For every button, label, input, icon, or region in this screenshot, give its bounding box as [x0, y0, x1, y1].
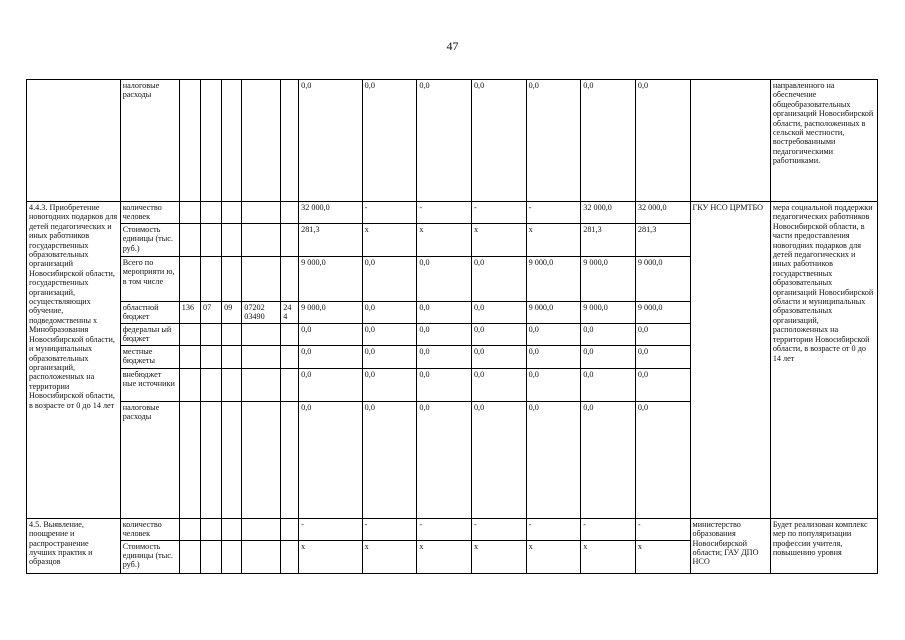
vr-cell	[281, 256, 299, 301]
value-cell: 0,0	[526, 368, 581, 401]
rz-cell	[200, 256, 221, 301]
value-cell: -	[635, 518, 690, 540]
result-cell: мера социальной поддержки педагогических работников Новосибирской области, в части предоставления новогодних подарков для детей педагогических и иных работников государственных образовательных организаций Новосибирской области и муниципальных образовательных организаций, расположенных на территории Новосибирской области, в возрасте от 0 до 14 лет	[770, 202, 877, 519]
vr-cell	[281, 401, 299, 518]
value-cell: 0,0	[417, 323, 472, 345]
value-cell: -	[581, 518, 636, 540]
value-cell: 0,0	[417, 345, 472, 368]
value-cell: 0,0	[362, 368, 417, 401]
csr-cell	[242, 345, 281, 368]
rz-cell	[200, 323, 221, 345]
value-cell: 0,0	[299, 345, 363, 368]
vr-cell	[281, 202, 299, 224]
value-cell: 0,0	[471, 323, 526, 345]
value-cell: 0,0	[471, 401, 526, 518]
csr-cell	[242, 202, 281, 224]
value-cell: 0,0	[471, 256, 526, 301]
pr-cell	[222, 518, 242, 540]
value-cell: 0,0	[417, 80, 472, 202]
value-cell: 9 000,0	[581, 256, 636, 301]
csr-cell	[242, 518, 281, 540]
value-cell: 0,0	[362, 256, 417, 301]
grbs-cell	[179, 202, 200, 224]
csr-cell	[242, 256, 281, 301]
pr-cell: 09	[222, 301, 242, 323]
value-cell: -	[362, 202, 417, 224]
value-cell: 0,0	[362, 345, 417, 368]
vr-cell	[281, 368, 299, 401]
value-cell: x	[581, 540, 636, 573]
value-cell: -	[526, 518, 581, 540]
value-cell: 0,0	[362, 323, 417, 345]
vr-cell	[281, 540, 299, 573]
value-cell: 9 000,0	[299, 301, 363, 323]
pr-cell	[222, 223, 242, 256]
value-cell: 0,0	[299, 80, 363, 202]
vr-cell: 24 4	[281, 301, 299, 323]
rz-cell	[200, 540, 221, 573]
value-cell: x	[471, 540, 526, 573]
value-cell: 9 000,0	[635, 256, 690, 301]
result-cell: направленного на обеспечение общеобразовательных организаций Новосибирской области, расположенных в сельской местности, востребованными педагогическими работниками.	[770, 80, 877, 202]
rz-cell	[200, 223, 221, 256]
responsible-cell: министерство образования Новосибирской области; ГАУ ДПО НСО	[690, 518, 770, 573]
value-cell: 0,0	[362, 301, 417, 323]
responsible-cell: ГКУ НСО ЦРМТБО	[690, 202, 770, 519]
value-cell: 9 000,0	[581, 301, 636, 323]
value-cell: 0,0	[417, 368, 472, 401]
csr-cell	[242, 540, 281, 573]
value-cell: -	[471, 202, 526, 224]
value-cell: x	[362, 223, 417, 256]
value-cell: 281,3	[581, 223, 636, 256]
value-cell: 281,3	[299, 223, 363, 256]
table-row	[27, 518, 878, 540]
value-cell: 0,0	[526, 80, 581, 202]
value-cell: 0,0	[581, 368, 636, 401]
value-cell: -	[471, 518, 526, 540]
indicator-cell: Стоимость единицы (тыс. руб.)	[120, 223, 179, 256]
value-cell: 0,0	[581, 345, 636, 368]
csr-cell	[242, 223, 281, 256]
table-row	[27, 80, 878, 202]
value-cell: 0,0	[635, 401, 690, 518]
grbs-cell	[179, 401, 200, 518]
table-row	[27, 202, 878, 224]
grbs-cell	[179, 540, 200, 573]
csr-cell	[242, 80, 281, 202]
pr-cell	[222, 368, 242, 401]
rz-cell: 07	[200, 301, 221, 323]
rz-cell	[200, 368, 221, 401]
value-cell: x	[526, 223, 581, 256]
vr-cell	[281, 223, 299, 256]
pr-cell	[222, 256, 242, 301]
result-cell: Будет реализован комплекс мер по популяризации профессии учителя, повышению уровня	[770, 518, 877, 573]
grbs-cell	[179, 518, 200, 540]
value-cell: 0,0	[362, 80, 417, 202]
csr-cell	[242, 401, 281, 518]
value-cell: 0,0	[299, 323, 363, 345]
value-cell: -	[526, 202, 581, 224]
value-cell: -	[299, 518, 363, 540]
value-cell: 0,0	[471, 80, 526, 202]
vr-cell	[281, 345, 299, 368]
value-cell: x	[299, 540, 363, 573]
indicator-cell: количество человек	[120, 202, 179, 224]
measure-name-cell: 4.4.3. Приобретение новогодних подарков для детей педагогических и иных работников государственных образовательных организаций Новосибирской области, государственных организаций, осуществляющих обучение, подведомственны х Минобразования Новосибирской области, и муниципальных образовательных организаций, расположенных на территории Новосибирской области, в возрасте от 0 до 14 лет	[27, 202, 121, 519]
value-cell: 0,0	[299, 368, 363, 401]
pr-cell	[222, 202, 242, 224]
responsible-cell	[690, 80, 770, 202]
grbs-cell	[179, 223, 200, 256]
value-cell: x	[526, 540, 581, 573]
value-cell: 9 000,0	[526, 256, 581, 301]
csr-cell	[242, 368, 281, 401]
value-cell: 0,0	[581, 323, 636, 345]
value-cell: 9 000,0	[299, 256, 363, 301]
indicator-cell: Стоимость единицы (тыс. руб.)	[120, 540, 179, 573]
value-cell: 32 000,0	[635, 202, 690, 224]
grbs-cell	[179, 323, 200, 345]
indicator-cell: налоговые расходы	[120, 401, 179, 518]
value-cell: -	[362, 518, 417, 540]
value-cell: 0,0	[471, 301, 526, 323]
value-cell: 0,0	[526, 323, 581, 345]
value-cell: 0,0	[471, 345, 526, 368]
value-cell: x	[471, 223, 526, 256]
measure-name-cell: 4.5. Выявление, поощрение и распространение лучших практик и образцов	[27, 518, 121, 573]
value-cell: 0,0	[362, 401, 417, 518]
pr-cell	[222, 323, 242, 345]
value-cell: 0,0	[635, 345, 690, 368]
value-cell: 32 000,0	[299, 202, 363, 224]
value-cell: 9 000,0	[526, 301, 581, 323]
value-cell: 0,0	[635, 368, 690, 401]
value-cell: 281,3	[635, 223, 690, 256]
value-cell: 0,0	[417, 301, 472, 323]
csr-cell: 07202 03490	[242, 301, 281, 323]
value-cell: 0,0	[417, 401, 472, 518]
value-cell: x	[635, 540, 690, 573]
indicator-cell: областной бюджет	[120, 301, 179, 323]
program-measures-table	[26, 79, 878, 574]
vr-cell	[281, 323, 299, 345]
pr-cell	[222, 80, 242, 202]
value-cell: 0,0	[581, 80, 636, 202]
rz-cell	[200, 80, 221, 202]
vr-cell	[281, 518, 299, 540]
value-cell: 0,0	[526, 345, 581, 368]
pr-cell	[222, 401, 242, 518]
value-cell: x	[417, 223, 472, 256]
grbs-cell	[179, 80, 200, 202]
csr-cell	[242, 323, 281, 345]
value-cell: 0,0	[471, 368, 526, 401]
value-cell: -	[417, 202, 472, 224]
pr-cell	[222, 345, 242, 368]
indicator-cell: количество человек	[120, 518, 179, 540]
page-number: 47	[446, 39, 459, 53]
pr-cell	[222, 540, 242, 573]
grbs-cell	[179, 256, 200, 301]
rz-cell	[200, 202, 221, 224]
rz-cell	[200, 401, 221, 518]
value-cell: 9 000,0	[635, 301, 690, 323]
rz-cell	[200, 518, 221, 540]
value-cell: 0,0	[635, 80, 690, 202]
indicator-cell: Всего по мероприяти ю, в том числе	[120, 256, 179, 301]
value-cell: x	[417, 540, 472, 573]
value-cell: 0,0	[526, 401, 581, 518]
value-cell: x	[362, 540, 417, 573]
value-cell: 0,0	[299, 401, 363, 518]
value-cell: 0,0	[417, 256, 472, 301]
rz-cell	[200, 345, 221, 368]
indicator-cell: местные бюджеты	[120, 345, 179, 368]
grbs-cell	[179, 368, 200, 401]
grbs-cell: 136	[179, 301, 200, 323]
value-cell: 0,0	[581, 401, 636, 518]
value-cell: 32 000,0	[581, 202, 636, 224]
value-cell: 0,0	[635, 323, 690, 345]
grbs-cell	[179, 345, 200, 368]
indicator-cell: налоговые расходы	[120, 80, 179, 202]
indicator-cell: федеральн ый бюджет	[120, 323, 179, 345]
value-cell: -	[417, 518, 472, 540]
measure-name-cell	[27, 80, 121, 202]
indicator-cell: внебюджет ные источники	[120, 368, 179, 401]
vr-cell	[281, 80, 299, 202]
